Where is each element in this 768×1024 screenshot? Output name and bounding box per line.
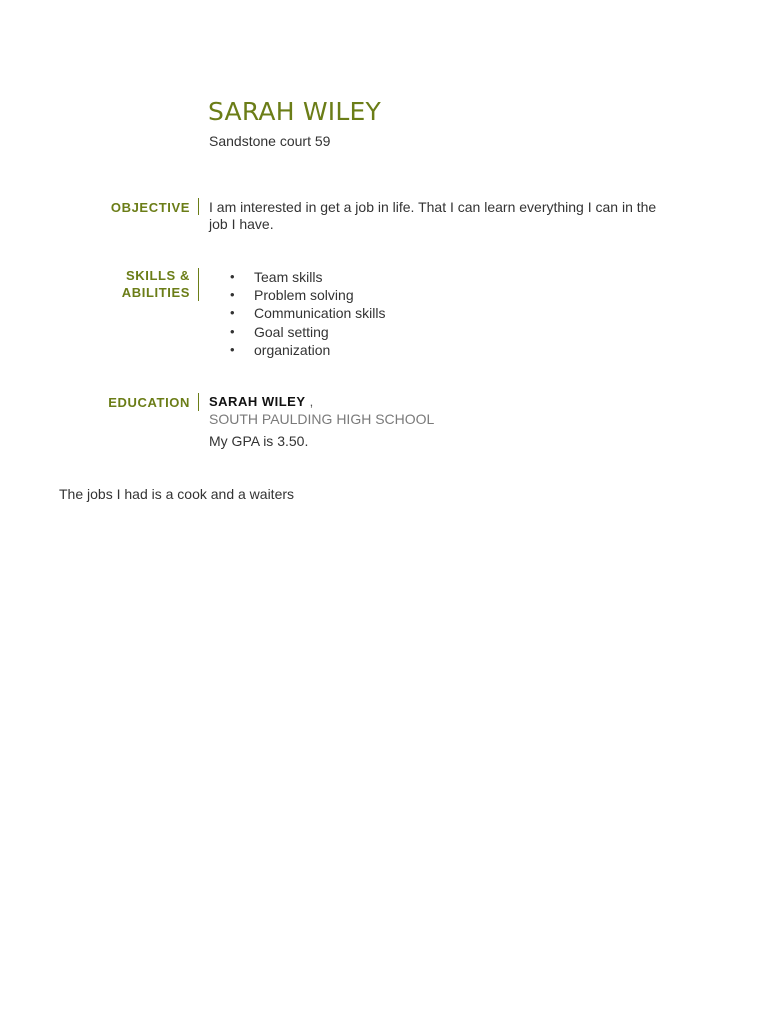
bullet-icon: • xyxy=(230,305,235,321)
bullet-icon: • xyxy=(230,341,235,357)
skill-text: Goal setting xyxy=(254,323,329,340)
objective-text: I am interested in get a job in life. That I can learn everything I can in the job I have. xyxy=(209,199,657,232)
education-separator: , xyxy=(305,394,314,409)
education-label: EDUCATION xyxy=(108,395,190,410)
education-entry-name xyxy=(209,394,314,409)
skill-text: Team skills xyxy=(254,269,323,285)
skills-label-line1: SKILLS & xyxy=(125,268,190,283)
bullet-icon: • xyxy=(230,287,235,303)
list-item xyxy=(209,286,385,304)
skill-text: Problem solving xyxy=(254,287,354,304)
skill-text: Communication skills xyxy=(254,305,386,322)
skills-label xyxy=(60,267,190,301)
list-item xyxy=(209,323,385,341)
skills-divider xyxy=(198,268,199,301)
bullet-icon: • xyxy=(230,323,235,339)
jobs-text: The jobs I had is a cook and a waiters xyxy=(59,486,295,502)
education-gpa: My GPA is 3.50. xyxy=(209,433,309,449)
bullet-icon: • xyxy=(230,269,235,284)
education-student-name: SARAH WILEY xyxy=(209,394,306,409)
list-item xyxy=(209,268,385,286)
education-divider xyxy=(198,393,199,411)
list-item xyxy=(209,304,385,322)
resume-name: SARAH WILEY xyxy=(208,97,381,126)
education-school: SOUTH PAULDING HIGH SCHOOL xyxy=(209,411,435,427)
skills-label-line2: ABILITIES xyxy=(121,285,190,300)
objective-label: OBJECTIVE xyxy=(110,200,190,215)
skills-list xyxy=(209,268,385,359)
resume-address: Sandstone court 59 xyxy=(209,133,331,149)
skill-text: organization xyxy=(254,341,331,358)
list-item xyxy=(209,341,385,359)
objective-divider xyxy=(198,198,199,215)
